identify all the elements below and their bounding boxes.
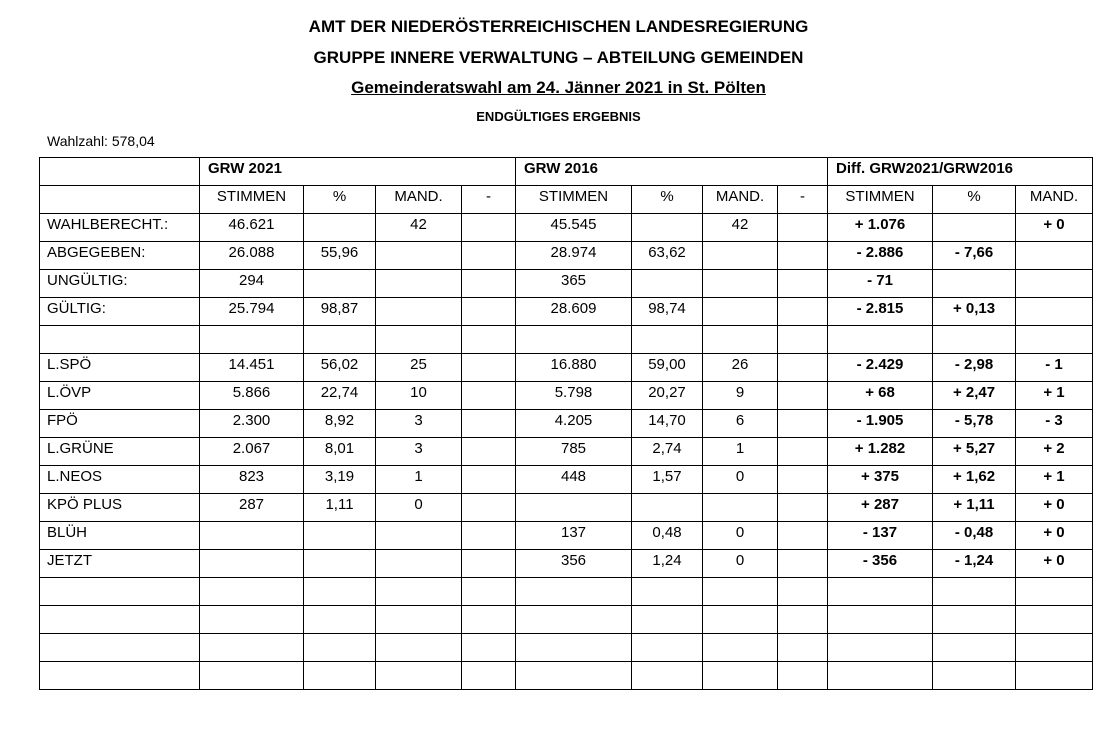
cell-label: L.ÖVP <box>40 382 200 410</box>
cell-pct-2016 <box>632 662 703 690</box>
cell-stimmen-diff: - 2.886 <box>828 242 933 270</box>
cell-dash-2021 <box>462 550 516 578</box>
table-row <box>40 382 1093 410</box>
cell-dash-2021 <box>462 298 516 326</box>
cell-pct-2016 <box>632 634 703 662</box>
cell-pct-diff: + 1,11 <box>933 494 1016 522</box>
cell-label: L.SPÖ <box>40 354 200 382</box>
cell-mand-2016 <box>703 606 778 634</box>
cell-pct-diff <box>933 270 1016 298</box>
table-row <box>40 270 1093 298</box>
cell-pct-2016: 14,70 <box>632 410 703 438</box>
cell-dash-2021 <box>462 382 516 410</box>
cell-mand-diff: + 0 <box>1016 494 1093 522</box>
cell-pct-2021: 22,74 <box>304 382 376 410</box>
cell-stimmen-2016: 785 <box>516 438 632 466</box>
cell-mand-diff <box>1016 578 1093 606</box>
cell-mand-2016 <box>703 242 778 270</box>
cell-stimmen-diff: - 356 <box>828 550 933 578</box>
cell-dash-2016 <box>778 494 828 522</box>
cell-mand-diff: + 0 <box>1016 522 1093 550</box>
cell-stimmen-diff <box>828 662 933 690</box>
cell-stimmen-2021: 5.866 <box>200 382 304 410</box>
cell-mand-2016: 1 <box>703 438 778 466</box>
group-header-row <box>40 158 1093 186</box>
cell-mand-2016 <box>703 578 778 606</box>
cell-dash-2021 <box>462 466 516 494</box>
cell-pct-diff: - 2,98 <box>933 354 1016 382</box>
cell-mand-2016 <box>703 494 778 522</box>
cell-mand-2016 <box>703 326 778 354</box>
table-row <box>40 354 1093 382</box>
cell-stimmen-2016: 28.974 <box>516 242 632 270</box>
cell-stimmen-2016: 16.880 <box>516 354 632 382</box>
cell-mand-2016: 0 <box>703 466 778 494</box>
cell-pct-2016 <box>632 270 703 298</box>
column-header-dash-2016: - <box>778 186 828 214</box>
cell-stimmen-diff: - 71 <box>828 270 933 298</box>
cell-stimmen-2021: 25.794 <box>200 298 304 326</box>
table-row <box>40 494 1093 522</box>
group-grw-2021: GRW 2021 <box>200 158 516 186</box>
cell-mand-2021: 3 <box>376 438 462 466</box>
cell-dash-2021 <box>462 438 516 466</box>
cell-stimmen-2016 <box>516 578 632 606</box>
cell-pct-2021: 55,96 <box>304 242 376 270</box>
cell-pct-2021: 8,01 <box>304 438 376 466</box>
cell-pct-2021 <box>304 634 376 662</box>
column-header-stimmen-2021: STIMMEN <box>200 186 304 214</box>
authority-title: AMT DER NIEDERÖSTERREICHISCHEN LANDESREGIERUNG <box>308 17 809 36</box>
cell-dash-2016 <box>778 214 828 242</box>
cell-stimmen-2016: 4.205 <box>516 410 632 438</box>
cell-pct-diff: + 1,62 <box>933 466 1016 494</box>
cell-dash-2021 <box>462 634 516 662</box>
cell-mand-2016 <box>703 662 778 690</box>
cell-dash-2016 <box>778 326 828 354</box>
cell-mand-2021 <box>376 606 462 634</box>
cell-pct-2021 <box>304 326 376 354</box>
cell-label: UNGÜLTIG: <box>40 270 200 298</box>
cell-pct-2021: 98,87 <box>304 298 376 326</box>
cell-pct-2021 <box>304 270 376 298</box>
cell-dash-2016 <box>778 438 828 466</box>
table-row <box>40 326 1093 354</box>
cell-stimmen-diff: + 287 <box>828 494 933 522</box>
table-row <box>40 298 1093 326</box>
cell-pct-2016: 1,57 <box>632 466 703 494</box>
cell-mand-2021 <box>376 578 462 606</box>
cell-stimmen-2021: 26.088 <box>200 242 304 270</box>
cell-pct-2021: 1,11 <box>304 494 376 522</box>
cell-pct-diff: + 2,47 <box>933 382 1016 410</box>
cell-mand-2021 <box>376 242 462 270</box>
cell-mand-2016: 9 <box>703 382 778 410</box>
cell-mand-diff <box>1016 606 1093 634</box>
cell-mand-2016 <box>703 270 778 298</box>
column-header-row <box>40 186 1093 214</box>
result-status: ENDGÜLTIGES ERGEBNIS <box>476 109 641 124</box>
cell-stimmen-diff: - 2.815 <box>828 298 933 326</box>
cell-pct-diff <box>933 578 1016 606</box>
cell-stimmen-2021: 14.451 <box>200 354 304 382</box>
cell-pct-2016 <box>632 494 703 522</box>
cell-mand-2021: 42 <box>376 214 462 242</box>
cell-mand-2016: 26 <box>703 354 778 382</box>
cell-stimmen-diff: + 1.282 <box>828 438 933 466</box>
cell-dash-2021 <box>462 410 516 438</box>
cell-dash-2021 <box>462 662 516 690</box>
cell-stimmen-2016: 28.609 <box>516 298 632 326</box>
cell-stimmen-2016 <box>516 662 632 690</box>
cell-stimmen-2016: 365 <box>516 270 632 298</box>
cell-label: L.GRÜNE <box>40 438 200 466</box>
cell-label: FPÖ <box>40 410 200 438</box>
cell-stimmen-2021 <box>200 578 304 606</box>
table-row <box>40 550 1093 578</box>
table-row <box>40 634 1093 662</box>
cell-stimmen-diff <box>828 634 933 662</box>
cell-dash-2016 <box>778 242 828 270</box>
cell-stimmen-2021 <box>200 326 304 354</box>
table-row <box>40 662 1093 690</box>
cell-dash-2016 <box>778 550 828 578</box>
cell-dash-2021 <box>462 522 516 550</box>
cell-mand-2021: 1 <box>376 466 462 494</box>
cell-stimmen-diff: + 1.076 <box>828 214 933 242</box>
cell-dash-2016 <box>778 662 828 690</box>
cell-mand-diff: - 1 <box>1016 354 1093 382</box>
cell-mand-diff <box>1016 662 1093 690</box>
cell-dash-2016 <box>778 298 828 326</box>
cell-mand-diff: - 3 <box>1016 410 1093 438</box>
cell-label: GÜLTIG: <box>40 298 200 326</box>
cell-mand-2021 <box>376 522 462 550</box>
cell-stimmen-diff: + 68 <box>828 382 933 410</box>
election-title: Gemeinderatswahl am 24. Jänner 2021 in St. Pölten <box>351 78 766 97</box>
cell-dash-2016 <box>778 578 828 606</box>
cell-stimmen-diff <box>828 578 933 606</box>
cell-dash-2016 <box>778 354 828 382</box>
cell-pct-2021 <box>304 550 376 578</box>
cell-label: L.NEOS <box>40 466 200 494</box>
cell-mand-diff <box>1016 634 1093 662</box>
cell-pct-2021: 56,02 <box>304 354 376 382</box>
cell-stimmen-2016 <box>516 494 632 522</box>
column-header-pct-2021: % <box>304 186 376 214</box>
cell-pct-diff <box>933 662 1016 690</box>
cell-mand-2021: 25 <box>376 354 462 382</box>
cell-mand-2016: 0 <box>703 522 778 550</box>
cell-mand-diff <box>1016 326 1093 354</box>
department-title: GRUPPE INNERE VERWALTUNG – ABTEILUNG GEMEINDEN <box>313 48 804 67</box>
cell-pct-2016 <box>632 326 703 354</box>
cell-dash-2016 <box>778 382 828 410</box>
cell-stimmen-2021: 287 <box>200 494 304 522</box>
table-row <box>40 214 1093 242</box>
cell-pct-diff <box>933 634 1016 662</box>
cell-label <box>40 662 200 690</box>
cell-pct-2016 <box>632 214 703 242</box>
cell-mand-2016: 42 <box>703 214 778 242</box>
cell-label <box>40 578 200 606</box>
cell-pct-2016: 63,62 <box>632 242 703 270</box>
cell-stimmen-2016: 45.545 <box>516 214 632 242</box>
cell-stimmen-2021: 823 <box>200 466 304 494</box>
cell-pct-diff <box>933 606 1016 634</box>
cell-mand-2021 <box>376 270 462 298</box>
cell-stimmen-2016: 448 <box>516 466 632 494</box>
cell-mand-diff <box>1016 298 1093 326</box>
cell-dash-2021 <box>462 242 516 270</box>
column-header-dash-2021: - <box>462 186 516 214</box>
cell-dash-2016 <box>778 270 828 298</box>
cell-stimmen-diff <box>828 606 933 634</box>
cell-pct-2021 <box>304 606 376 634</box>
cell-pct-2016: 59,00 <box>632 354 703 382</box>
cell-pct-2021 <box>304 522 376 550</box>
cell-pct-2016: 0,48 <box>632 522 703 550</box>
table-row <box>40 438 1093 466</box>
cell-mand-2021: 3 <box>376 410 462 438</box>
cell-pct-2016: 1,24 <box>632 550 703 578</box>
cell-pct-2016: 98,74 <box>632 298 703 326</box>
cell-label: JETZT <box>40 550 200 578</box>
cell-stimmen-diff: - 2.429 <box>828 354 933 382</box>
cell-stimmen-2021 <box>200 522 304 550</box>
cell-mand-2021 <box>376 326 462 354</box>
results-table <box>39 157 1093 690</box>
cell-stimmen-2016: 137 <box>516 522 632 550</box>
cell-stimmen-2021: 2.300 <box>200 410 304 438</box>
cell-stimmen-2016 <box>516 634 632 662</box>
cell-stimmen-2021: 2.067 <box>200 438 304 466</box>
cell-dash-2016 <box>778 410 828 438</box>
cell-pct-2021 <box>304 662 376 690</box>
cell-stimmen-2021 <box>200 634 304 662</box>
cell-pct-2021 <box>304 214 376 242</box>
cell-pct-diff: + 5,27 <box>933 438 1016 466</box>
cell-pct-diff: - 7,66 <box>933 242 1016 270</box>
cell-pct-diff: - 1,24 <box>933 550 1016 578</box>
cell-mand-diff: + 2 <box>1016 438 1093 466</box>
column-header-pct-2016: % <box>632 186 703 214</box>
cell-mand-2021: 10 <box>376 382 462 410</box>
cell-dash-2016 <box>778 522 828 550</box>
cell-mand-2021 <box>376 634 462 662</box>
cell-stimmen-2016: 5.798 <box>516 382 632 410</box>
cell-dash-2021 <box>462 270 516 298</box>
cell-mand-2021: 0 <box>376 494 462 522</box>
table-row <box>40 578 1093 606</box>
cell-stimmen-2016 <box>516 606 632 634</box>
cell-dash-2016 <box>778 466 828 494</box>
table-row <box>40 606 1093 634</box>
column-header-stimmen-2016: STIMMEN <box>516 186 632 214</box>
cell-mand-2016: 0 <box>703 550 778 578</box>
cell-dash-2021 <box>462 606 516 634</box>
cell-pct-2021: 8,92 <box>304 410 376 438</box>
cell-pct-diff: - 0,48 <box>933 522 1016 550</box>
cell-stimmen-diff <box>828 326 933 354</box>
cell-stimmen-2021: 46.621 <box>200 214 304 242</box>
cell-pct-diff <box>933 214 1016 242</box>
cell-label <box>40 326 200 354</box>
cell-mand-2021 <box>376 550 462 578</box>
cell-pct-2021 <box>304 578 376 606</box>
group-diff: Diff. GRW2021/GRW2016 <box>828 158 1093 186</box>
column-header-mand-diff: MAND. <box>1016 186 1093 214</box>
cell-pct-2016: 2,74 <box>632 438 703 466</box>
table-row <box>40 522 1093 550</box>
cell-pct-2016 <box>632 606 703 634</box>
cell-dash-2016 <box>778 634 828 662</box>
column-header-stimmen-diff: STIMMEN <box>828 186 933 214</box>
cell-dash-2021 <box>462 354 516 382</box>
cell-mand-diff: + 0 <box>1016 214 1093 242</box>
cell-dash-2016 <box>778 606 828 634</box>
cell-mand-2016: 6 <box>703 410 778 438</box>
cell-stimmen-2021 <box>200 662 304 690</box>
cell-dash-2021 <box>462 578 516 606</box>
cell-label: WAHLBERECHT.: <box>40 214 200 242</box>
table-row <box>40 410 1093 438</box>
cell-pct-diff <box>933 326 1016 354</box>
cell-mand-diff: + 1 <box>1016 382 1093 410</box>
empty-cell <box>40 186 200 214</box>
cell-dash-2021 <box>462 494 516 522</box>
cell-pct-2016: 20,27 <box>632 382 703 410</box>
cell-mand-2021 <box>376 298 462 326</box>
cell-mand-diff: + 1 <box>1016 466 1093 494</box>
cell-mand-diff: + 0 <box>1016 550 1093 578</box>
cell-label <box>40 634 200 662</box>
group-grw-2016: GRW 2016 <box>516 158 828 186</box>
cell-stimmen-diff: + 375 <box>828 466 933 494</box>
cell-mand-2016 <box>703 634 778 662</box>
cell-stimmen-2021: 294 <box>200 270 304 298</box>
cell-stimmen-2016 <box>516 326 632 354</box>
cell-pct-2021: 3,19 <box>304 466 376 494</box>
cell-pct-2016 <box>632 578 703 606</box>
cell-stimmen-2021 <box>200 606 304 634</box>
cell-stimmen-diff: - 137 <box>828 522 933 550</box>
cell-mand-diff <box>1016 270 1093 298</box>
cell-dash-2021 <box>462 214 516 242</box>
column-header-pct-diff: % <box>933 186 1016 214</box>
column-header-mand-2021: MAND. <box>376 186 462 214</box>
cell-label: BLÜH <box>40 522 200 550</box>
cell-mand-2016 <box>703 298 778 326</box>
cell-stimmen-2016: 356 <box>516 550 632 578</box>
empty-cell <box>40 158 200 186</box>
cell-pct-diff: + 0,13 <box>933 298 1016 326</box>
column-header-mand-2016: MAND. <box>703 186 778 214</box>
table-row <box>40 466 1093 494</box>
cell-dash-2021 <box>462 326 516 354</box>
cell-pct-diff: - 5,78 <box>933 410 1016 438</box>
cell-label: ABGEGEBEN: <box>40 242 200 270</box>
cell-mand-diff <box>1016 242 1093 270</box>
wahlzahl-label: Wahlzahl: 578,04 <box>47 133 155 149</box>
cell-stimmen-diff: - 1.905 <box>828 410 933 438</box>
cell-label: KPÖ PLUS <box>40 494 200 522</box>
table-row <box>40 242 1093 270</box>
cell-label <box>40 606 200 634</box>
cell-mand-2021 <box>376 662 462 690</box>
cell-stimmen-2021 <box>200 550 304 578</box>
